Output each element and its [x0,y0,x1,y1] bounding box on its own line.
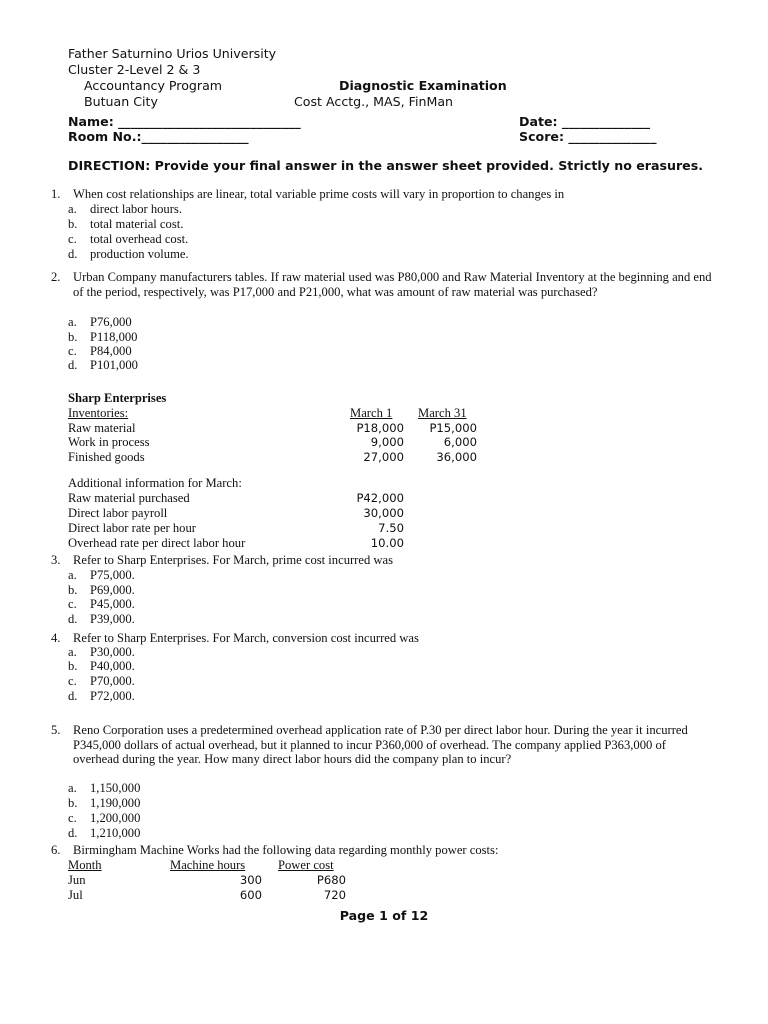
option-letter: c. [68,811,77,825]
question-number: 4. [51,631,61,645]
option-text: total overhead cost. [90,232,189,246]
option-letter: a. [68,781,77,795]
cluster-level: Cluster 2-Level 2 & 3 [68,62,201,77]
option-text: 1,190,000 [90,796,141,810]
exam-subjects: Cost Acctg., MAS, FinMan [294,94,454,109]
question-text: Refer to Sharp Enterprises. For March, prime cost incurred was [73,553,393,567]
month-cell: Jul [68,888,83,902]
additional-value: 10.00 [370,536,404,550]
column-header-march-1: March 1 [350,406,393,420]
value-march-31: 6,000 [443,435,477,449]
name-field-label: Name: _____________________________ [68,114,301,129]
program-name: Accountancy Program [84,78,223,93]
option-letter: a. [68,202,77,216]
option-letter: b. [68,330,78,344]
option-letter: b. [68,217,78,231]
option-letter: d. [68,689,78,703]
additional-value: 7.50 [378,521,404,535]
sharp-title: Sharp Enterprises [68,391,167,405]
additional-info-label: Additional information for March: [68,476,242,490]
additional-value: P42,000 [356,491,404,505]
option-letter: b. [68,796,78,810]
question-number: 3. [51,553,61,567]
additional-value: 30,000 [363,506,404,520]
option-letter: a. [68,645,77,659]
column-header-month: Month [68,858,102,872]
month-cell: Jun [68,873,86,887]
option-letter: b. [68,659,78,673]
value-march-1: 27,000 [363,450,404,464]
option-text: P45,000. [90,597,135,611]
question-text: Birmingham Machine Works had the following data regarding monthly power costs: [73,843,499,857]
value-march-31: P15,000 [429,421,477,435]
power-cost-cell: P680 [316,873,346,887]
value-march-31: 36,000 [436,450,477,464]
option-letter: d. [68,826,78,840]
question-number: 2. [51,270,61,284]
question-text: Urban Company manufacturers tables. If raw material used was P80,000 and Raw Material Inventory at the beginning and end of the period, respectively, was P17,000 and P21,000, what was amount of raw material was purchased? [73,270,712,299]
power-cost-cell: 720 [323,888,346,902]
option-text: P39,000. [90,612,135,626]
option-text: production volume. [90,247,189,261]
option-text: 1,150,000 [90,781,141,795]
row-label: Overhead rate per direct labor hour [68,536,246,550]
option-text: P40,000. [90,659,135,673]
option-text: P70,000. [90,674,135,688]
option-text: P84,000 [90,344,132,358]
option-text: 1,200,000 [90,811,141,825]
machine-hours-cell: 300 [239,873,262,887]
question-text: Refer to Sharp Enterprises. For March, conversion cost incurred was [73,631,419,645]
row-label: Direct labor rate per hour [68,521,196,535]
option-text: P75,000. [90,568,135,582]
direction-text: DIRECTION: Provide your final answer in the answer sheet provided. Strictly no erasures. [68,158,704,173]
option-text: P30,000. [90,645,135,659]
question-number: 5. [51,723,61,737]
column-header-march-31: March 31 [418,406,467,420]
score-field-label: Score: ______________ [519,129,657,144]
option-letter: d. [68,612,78,626]
question-number: 1. [51,187,61,201]
question-number: 6. [51,843,61,857]
question-text: When cost relationships are linear, total variable prime costs will vary in proportion to changes in [73,187,565,201]
column-header-power-cost: Power cost [278,858,334,872]
option-text: total material cost. [90,217,184,231]
room-field-label: Room No.:_________________ [68,129,249,144]
value-march-1: 9,000 [370,435,404,449]
page-number: Page 1 of 12 [339,908,429,923]
option-letter: d. [68,358,78,372]
option-letter: d. [68,247,78,261]
option-text: P101,000 [90,358,138,372]
option-letter: a. [68,568,77,582]
machine-hours-cell: 600 [239,888,262,902]
row-label: Finished goods [68,450,145,464]
inventories-label: Inventories: [68,406,129,420]
option-text: P76,000 [90,315,132,329]
option-letter: c. [68,674,77,688]
date-field-label: Date: ______________ [519,114,651,129]
option-text: P72,000. [90,689,135,703]
option-letter: c. [68,232,77,246]
question-text: Reno Corporation uses a predetermined overhead application rate of P.30 per direct labor hour. During the year it incurred P345,000 dollars of actual overhead, but it planned to incur P360,000 of overhead. The company applied P363,000 of overhead during the year. How many direct labor hours did the company plan to incur? [73,723,688,767]
row-label: Raw material purchased [68,491,190,505]
option-text: P69,000. [90,583,135,597]
option-text: direct labor hours. [90,202,182,216]
option-text: 1,210,000 [90,826,141,840]
row-label: Raw material [68,421,136,435]
row-label: Direct labor payroll [68,506,168,520]
university-name: Father Saturnino Urios University [68,46,277,61]
option-letter: c. [68,344,77,358]
city-name: Butuan City [84,94,158,109]
exam-title: Diagnostic Examination [339,78,507,93]
value-march-1: P18,000 [356,421,404,435]
column-header-machine-hours: Machine hours [170,858,246,872]
row-label: Work in process [68,435,150,449]
option-text: P118,000 [90,330,138,344]
option-letter: c. [68,597,77,611]
option-letter: b. [68,583,78,597]
option-letter: a. [68,315,77,329]
